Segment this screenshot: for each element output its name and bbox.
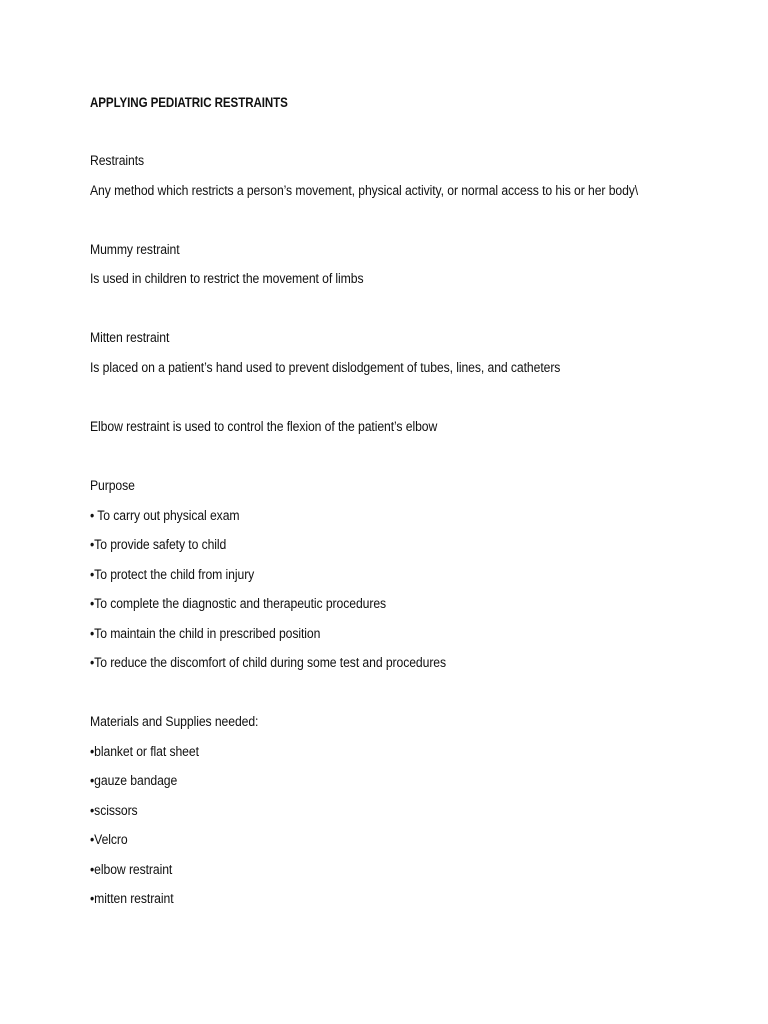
purpose-heading: Purpose <box>90 478 135 494</box>
mitten-restraint-heading: Mitten restraint <box>90 330 170 346</box>
purpose-item: •To reduce the discomfort of child during some test and procedures <box>90 655 447 671</box>
materials-item: •gauze bandage <box>90 773 178 789</box>
elbow-restraint-text: Elbow restraint is used to control the flexion of the patient’s elbow <box>90 419 438 435</box>
mummy-restraint-heading: Mummy restraint <box>90 242 180 258</box>
purpose-item: • To carry out physical exam <box>90 508 240 524</box>
materials-item: •mitten restraint <box>90 891 174 907</box>
mummy-restraint-definition: Is used in children to restrict the movement of limbs <box>90 271 364 287</box>
restraints-heading: Restraints <box>90 153 145 169</box>
materials-item: •elbow restraint <box>90 862 173 878</box>
purpose-item: •To protect the child from injury <box>90 567 255 583</box>
materials-item: •scissors <box>90 803 138 819</box>
purpose-item: •To complete the diagnostic and therapeutic procedures <box>90 596 387 612</box>
purpose-item: •To maintain the child in prescribed position <box>90 626 321 642</box>
materials-heading: Materials and Supplies needed: <box>90 714 259 730</box>
document-title: APPLYING PEDIATRIC RESTRAINTS <box>90 95 288 110</box>
mitten-restraint-definition: Is placed on a patient’s hand used to prevent dislodgement of tubes, lines, and catheters <box>90 360 561 376</box>
restraints-definition: Any method which restricts a person’s movement, physical activity, or normal access to his or her body\ <box>90 183 639 199</box>
purpose-item: •To provide safety to child <box>90 537 227 553</box>
materials-item: •blanket or flat sheet <box>90 744 199 760</box>
materials-item: •Velcro <box>90 832 128 848</box>
